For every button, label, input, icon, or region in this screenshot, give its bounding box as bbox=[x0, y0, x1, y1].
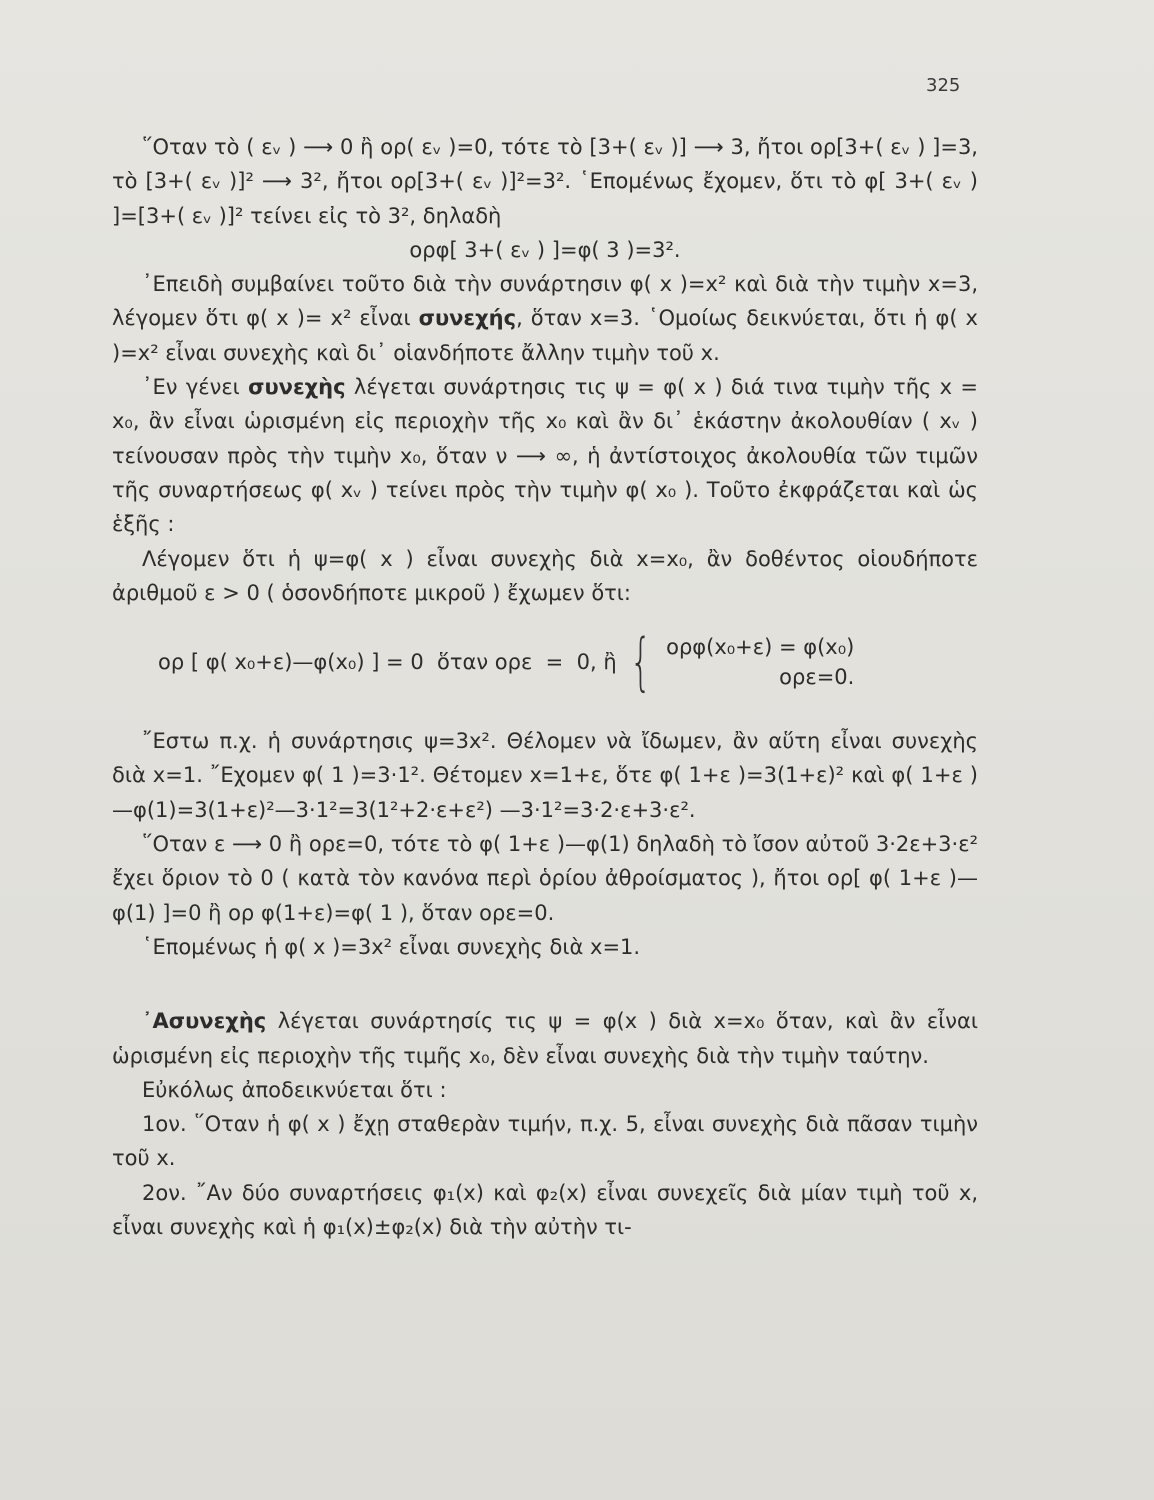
paragraph-example-3x2: ῎Εστω π.χ. ἡ συνάρτησις ψ=3x². Θέλομεν νὰ ἴδωμεν, ἂν αὕτη εἶναι συνεχὴς διὰ x=1. ῎Εχομεν φ( 1 )=3·1². Θέτομεν x=1+ε, ὅτε φ( 1+ε )=3(1+ε)² καὶ φ( 1+ε )—φ(1)=3(1+ε)²—3·1²=3(1²+2·ε+ε²) —3·1²=3·2·ε+3·ε². bbox=[112, 729, 978, 822]
paragraph-limit-proof: ῞Οταν ε ⟶ 0 ἢ ορε=0, τότε τὸ φ( 1+ε )—φ(1) δηλαδὴ τὸ ἴσον αὐτοῦ 3·2ε+3·ε² ἔχει ὅριον τὸ 0 ( κατὰ τὸν κανόνα περὶ ὁρίου ἀθροίσματος ), ἤτοι ορ[ φ( 1+ε )— φ(1) ]=0 ἢ ορ φ(1+ε)=φ( 1 ), ὅταν ορε=0. bbox=[112, 832, 978, 925]
paragraph-continuity-example: ᾿Επειδὴ συμβαίνει τοῦτο διὰ τὴν συνάρτησιν φ( x )=x² καὶ διὰ τὴν τιμὴν x=3, λέγομεν ὅτι φ( x )= x² εἶναι συνεχής, ὅταν x=3. ῾Ομοίως δεικνύεται, ὅτι ἡ φ( x )=x² εἶναι συνεχὴς καὶ δι᾿ οἱανδήποτε ἄλλην τιμὴν τοῦ x. bbox=[112, 272, 978, 365]
page-number: 325 bbox=[926, 75, 961, 96]
term-continuous-general: συνεχὴς bbox=[248, 375, 346, 400]
term-discontinuous: ᾿Ασυνεχὴς bbox=[142, 1009, 267, 1034]
formula-cases bbox=[666, 632, 854, 692]
limit-formula bbox=[158, 625, 978, 699]
formula-case-1: ορφ(x₀+ε) = φ(x₀) bbox=[666, 635, 855, 660]
paragraph-1: ῞Οταν τὸ ( εᵥ ) ⟶ 0 ἢ ορ( εᵥ )=0, τότε τὸ [3+( εᵥ )] ⟶ 3, ἤτοι ορ[3+( εᵥ ) ]=3, τὸ [3+( εᵥ )]² ⟶ 3², ἤτοι ορ[3+( εᵥ )]²=3². ῾Επομένως ἔχομεν, ὅτι τὸ φ[ 3+( εᵥ ) ]=[3+( εᵥ )]² τείνει εἰς τὸ 3², δηλαδὴ bbox=[112, 135, 978, 228]
body-text bbox=[112, 130, 978, 1244]
paragraph-easily-shown: Εὐκόλως ἀποδεικνύεται ὅτι : bbox=[142, 1077, 447, 1102]
paragraph-discontinuous-definition: ᾿Ασυνεχὴς λέγεται συνάρτησίς τις ψ = φ(x ) διὰ x=x₀ ὅταν, καὶ ἂν εἶναι ὡρισμένη εἰς περιοχὴν τῆς τιμῆς x₀, δὲν εἶναι συνεχὴς διὰ τὴν τιμὴν ταύτην. bbox=[112, 1009, 978, 1068]
formula-left: ορ [ φ( x₀+ε)—φ(x₀) ] = 0 ὅταν ορε = 0, ἢ bbox=[158, 650, 617, 674]
paragraph-continuity-definition: ᾿Εν γένει συνεχὴς λέγεται συνάρτησις τις ψ = φ( x ) διά τινα τιμὴν τῆς x = x₀, ἂν εἶναι ὡρισμένη εἰς περιοχὴν τῆς x₀ καὶ ἂν δι᾿ ἑκάστην ἀκολουθίαν ( xᵥ ) τείνουσαν πρὸς τὴν τιμὴν x₀, ὅταν ν ⟶ ∞, ἡ ἀντίστοιχος ἀκολουθία τῶν τιμῶν τῆς συναρτήσεως φ( xᵥ ) τείνει πρὸς τὴν τιμὴν φ( x₀ ). Τοῦτο ἐκφράζεται καὶ ὡς ἑξῆς : bbox=[112, 375, 978, 537]
paragraph-rule-2: 2ον. ῎Αν δύο συναρτήσεις φ₁(x) καὶ φ₂(x) εἶναι συνεχεῖς διὰ μίαν τιμὴ τοῦ x, εἶναι συνεχὴς καὶ ἡ φ₁(x)±φ₂(x) διὰ τὴν αὐτὴν τι- bbox=[112, 1180, 978, 1240]
term-continuous: συνεχής bbox=[418, 306, 517, 331]
brace-symbol: { bbox=[629, 625, 652, 699]
paragraph-conclusion: ῾Επομένως ἡ φ( x )=3x² εἶναι συνεχὴς διὰ x=1. bbox=[142, 934, 641, 959]
paragraph-epsilon-definition: Λέγομεν ὅτι ἡ ψ=φ( x ) εἶναι συνεχὴς διὰ x=x₀, ἂν δοθέντος οἱουδήποτε ἀριθμοῦ ε > 0 ( ὁσονδήποτε μικροῦ ) ἔχωμεν ὅτι: bbox=[112, 546, 978, 605]
formula-case-2: ορε=0. bbox=[779, 665, 855, 690]
paragraph-limit-result: ορφ[ 3+( εᵥ ) ]=φ( 3 )=3². bbox=[409, 237, 681, 262]
paragraph-rule-1: 1ον. ῞Οταν ἡ φ( x ) ἔχῃ σταθερὰν τιμήν, π.χ. 5, εἶναι συνεχὴς διὰ πᾶσαν τιμὴν τοῦ x. bbox=[112, 1112, 978, 1171]
